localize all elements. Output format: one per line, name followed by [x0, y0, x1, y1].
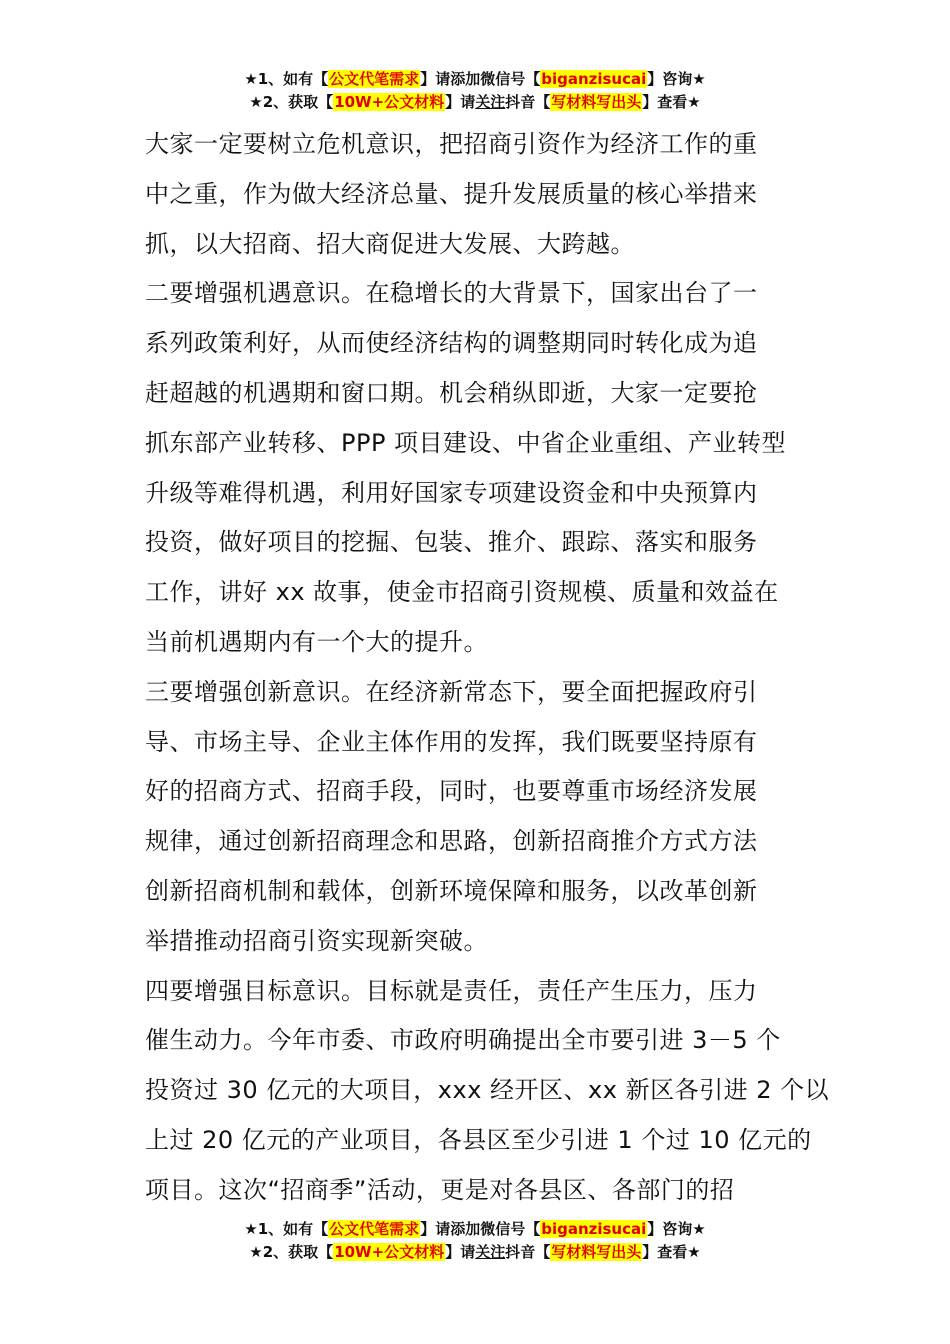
- banner-text: ★2、获取【: [249, 1243, 334, 1261]
- banner-text: 抖音【: [505, 93, 551, 111]
- text-line: 中之重，作为做大经济总量、提升发展质量的核心举措来: [145, 179, 758, 208]
- text-line: 项目。这次“招商季”活动，更是对各县区、各部门的招: [145, 1175, 735, 1204]
- underlined-follow: 关注: [475, 1243, 506, 1261]
- text-line: 投资过 30 亿元的大项目，xxx 经开区、xx 新区各引进 2 个以: [145, 1076, 830, 1105]
- banner-text: 】咨询★: [647, 1220, 706, 1238]
- banner-text: 】请: [445, 1243, 476, 1261]
- paragraph-crisis: [145, 120, 810, 269]
- highlight-service: 公文代笔需求: [329, 70, 420, 88]
- banner-text: ★1、如有【: [244, 70, 329, 88]
- banner-line-follow: [0, 1241, 950, 1264]
- banner-text: 】查看★: [642, 93, 701, 111]
- highlight-service: 公文代笔需求: [329, 1220, 420, 1238]
- banner-text: 】请添加微信号【: [420, 70, 541, 88]
- text-line: 赶超越的机遇期和窗口期。机会稍纵即逝，大家一定要抢: [145, 378, 758, 407]
- banner-text: 】请添加微信号【: [420, 1220, 541, 1238]
- banner-text: 】查看★: [642, 1243, 701, 1261]
- footer-banner: [0, 1218, 950, 1264]
- banner-line-follow: [0, 91, 950, 114]
- banner-line-consult: [0, 1218, 950, 1241]
- underlined-follow: 关注: [475, 93, 506, 111]
- text-line: 好的招商方式、招商手段，同时，也要尊重市场经济发展: [145, 777, 758, 806]
- text-line: 二要增强机遇意识。在稳增长的大背景下，国家出台了一: [145, 279, 758, 308]
- text-line: 升级等难得机遇，利用好国家专项建设资金和中央预算内: [145, 478, 758, 507]
- banner-text: 】请: [445, 93, 476, 111]
- text-line: 大家一定要树立危机意识，把招商引资作为经济工作的重: [145, 130, 758, 158]
- document-body: [145, 120, 830, 1216]
- highlight-wechat-id: biganzisucai: [541, 70, 647, 88]
- text-line: 三要增强创新意识。在经济新常态下，要全面把握政府引: [145, 677, 758, 706]
- text-line: 导、市场主导、企业主体作用的发挥，我们既要坚持原有: [145, 727, 758, 756]
- text-line: 当前机遇期内有一个大的提升。: [145, 627, 488, 656]
- highlight-materials: 10W+公文材料: [334, 1243, 445, 1261]
- text-line: 投资，做好项目的挖掘、包装、推介、跟踪、落实和服务: [145, 528, 758, 557]
- text-line: 催生动力。今年市委、市政府明确提出全市要引进 3－5 个: [145, 1026, 781, 1055]
- text-line: 抓东部产业转移、PPP 项目建设、中省企业重组、产业转型: [145, 428, 787, 457]
- paragraph-target: [145, 967, 830, 1216]
- highlight-account: 写材料写出头: [551, 93, 642, 111]
- banner-line-consult: [0, 68, 950, 91]
- text-line: 创新招商机制和载体，创新环境保障和服务，以改革创新: [145, 876, 758, 905]
- highlight-account: 写材料写出头: [551, 1243, 642, 1261]
- text-line: 上过 20 亿元的产业项目，各县区至少引进 1 个过 10 亿元的: [145, 1125, 812, 1154]
- text-line: 系列政策利好，从而使经济结构的调整期同时转化成为追: [145, 329, 758, 358]
- highlight-materials: 10W+公文材料: [334, 93, 445, 111]
- paragraph-innovation: [145, 668, 810, 967]
- text-line: 举措推动招商引资实现新突破。: [145, 926, 488, 955]
- header-banner: [0, 68, 950, 114]
- highlight-wechat-id: biganzisucai: [541, 1220, 647, 1238]
- banner-text: ★2、获取【: [249, 93, 334, 111]
- banner-text: ★1、如有【: [244, 1220, 329, 1238]
- text-line: 抓，以大招商、招大商促进大发展、大跨越。: [145, 229, 635, 258]
- text-line: 工作，讲好 xx 故事，使金市招商引资规模、质量和效益在: [145, 578, 779, 607]
- text-line: 四要增强目标意识。目标就是责任，责任产生压力，压力: [145, 976, 758, 1005]
- banner-text: 】咨询★: [647, 70, 706, 88]
- text-line: 规律，通过创新招商理念和思路，创新招商推介方式方法: [145, 827, 758, 856]
- paragraph-opportunity: [145, 269, 810, 667]
- banner-text: 抖音【: [505, 1243, 551, 1261]
